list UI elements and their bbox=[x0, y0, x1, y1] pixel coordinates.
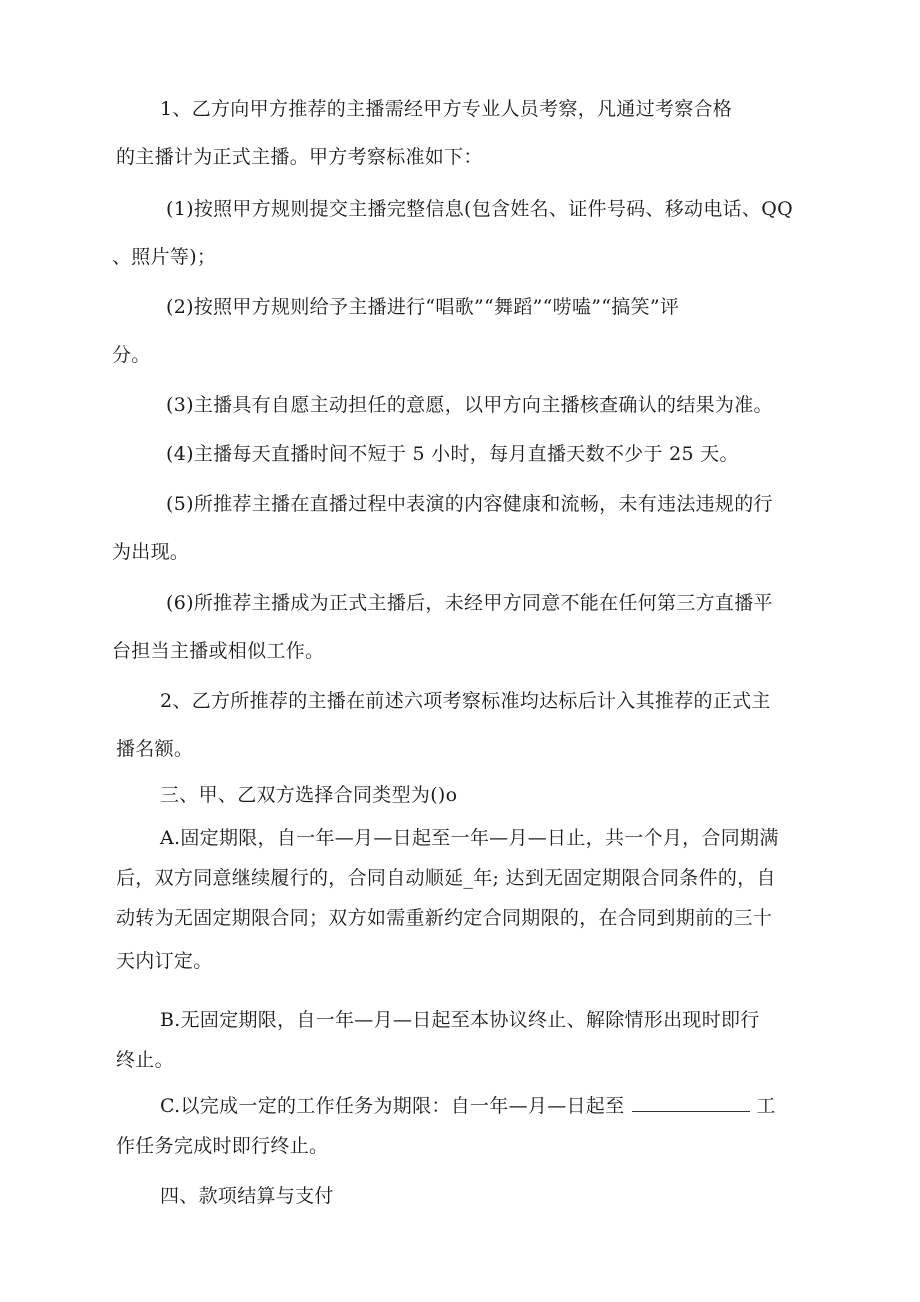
criterion-2-line-2: 分。 bbox=[112, 344, 151, 366]
criterion-1-line-1: (1)按照甲方规则提交主播完整信息(包含姓名、证件号码、移动电话、QQ bbox=[166, 198, 793, 220]
criterion-6-line-2: 台担当主播或相似工作。 bbox=[112, 640, 325, 662]
option-b-line-2: 终止。 bbox=[116, 1049, 174, 1071]
criterion-2-line-1: (2)按照甲方规则给予主播进行“唱歌”“舞蹈”“唠嗑”“搞笑”评 bbox=[166, 296, 680, 318]
section-4-heading: 四、款项结算与支付 bbox=[160, 1185, 334, 1207]
fill-in-blank bbox=[632, 1093, 750, 1112]
option-a-line-2: 后，双方同意继续履行的，合同自动顺延_年; 达到无固定期限合同条件的，自 bbox=[116, 867, 776, 889]
option-c-line-1-tail: 工 bbox=[756, 1095, 776, 1117]
option-a-line-4: 天内订定。 bbox=[116, 950, 213, 972]
clause-2-line-2: 播名额。 bbox=[116, 738, 194, 760]
criterion-3: (3)主播具有自愿主动担任的意愿，以甲方向主播核查确认的结果为准。 bbox=[166, 394, 773, 416]
option-b-line-1: B.无固定期限，自一年—月—日起至本协议终止、解除情形出现时即行 bbox=[160, 1009, 760, 1031]
criterion-4: (4)主播每天直播时间不短于 5 小时，每月直播天数不少于 25 天。 bbox=[166, 443, 739, 465]
option-a-line-3: 动转为无固定期限合同；双方如需重新约定合同期限的，在合同到期前的三十 bbox=[116, 907, 773, 929]
section-3-heading: 三、甲、乙双方选择合同类型为()o bbox=[160, 784, 458, 806]
clause-1-line-1: 1、乙方向甲方推荐的主播需经甲方专业人员考察，凡通过考察合格 bbox=[160, 98, 733, 120]
criterion-6-line-1: (6)所推荐主播成为正式主播后，未经甲方同意不能在任何第三方直播平 bbox=[166, 592, 773, 614]
clause-2-line-1: 2、乙方所推荐的主播在前述六项考察标准均达标后计入其推荐的正式主 bbox=[160, 690, 771, 712]
clause-1-line-2: 的主播计为正式主播。甲方考察标准如下： bbox=[116, 146, 483, 168]
criterion-1-line-2: 、照片等)； bbox=[112, 246, 217, 268]
option-c-line-1 bbox=[160, 1093, 776, 1118]
option-c-line-1-text: C.以完成一定的工作任务为期限：自一年—月—日起至 bbox=[160, 1095, 625, 1117]
criterion-5-line-1: (5)所推荐主播在直播过程中表演的内容健康和流畅，未有违法违规的行 bbox=[166, 493, 773, 515]
option-a-line-1: A.固定期限，自一年—月—日起至一年—月—日止，共一个月，合同期满 bbox=[160, 827, 779, 849]
criterion-5-line-2: 为出现。 bbox=[112, 541, 190, 563]
option-c-line-2: 作任务完成时即行终止。 bbox=[116, 1135, 329, 1157]
